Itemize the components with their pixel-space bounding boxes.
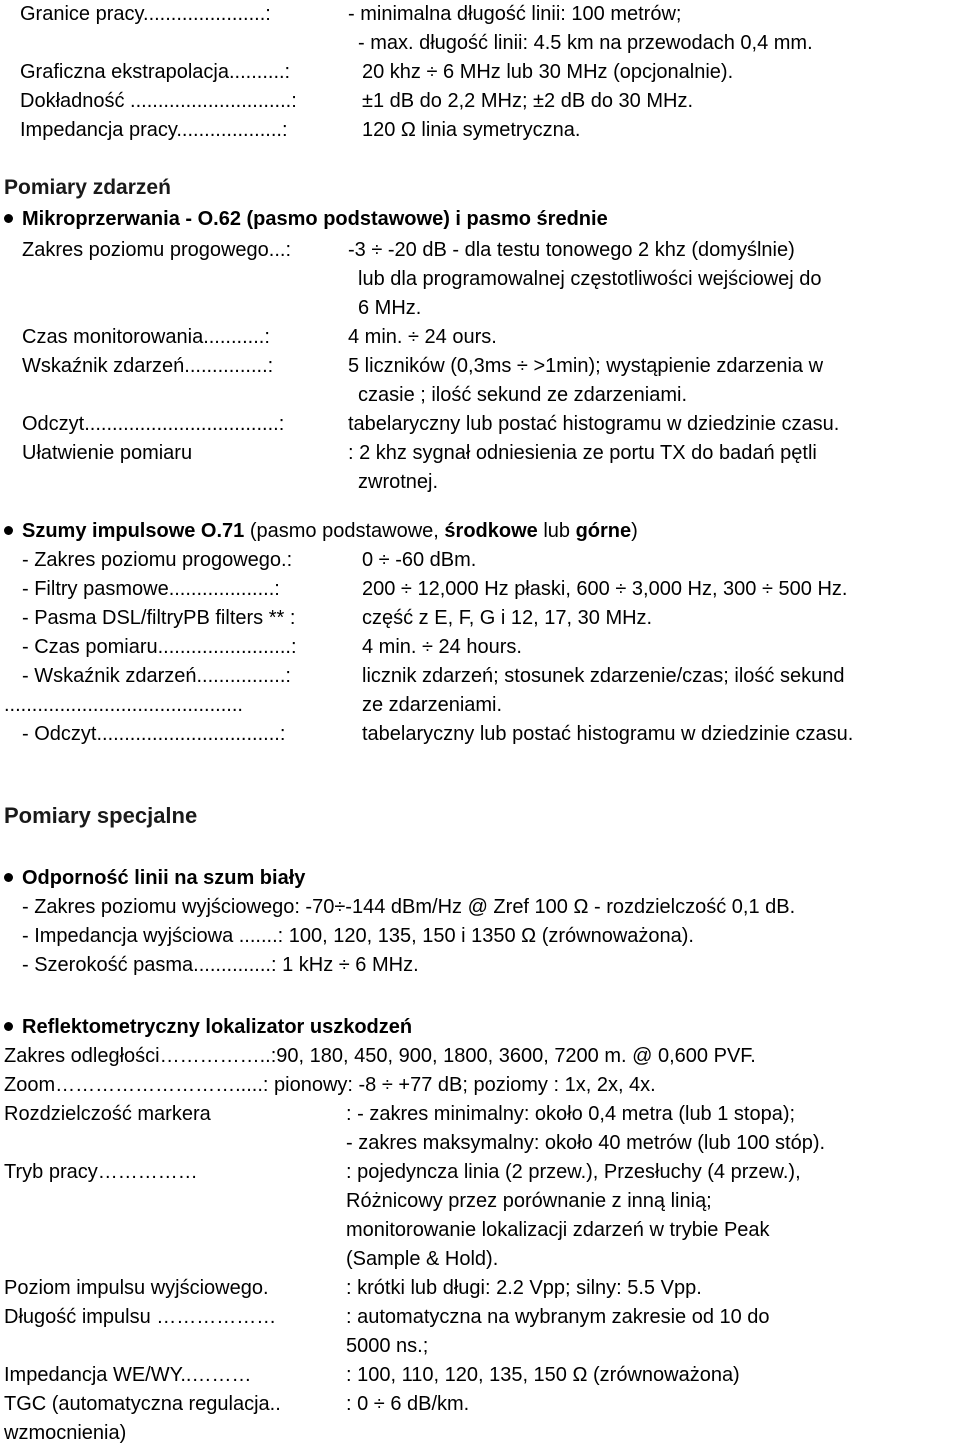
spec-row — [0, 352, 960, 381]
spec-value: Różnicowy przez porównanie z inną linią; — [346, 1190, 712, 1212]
spec-value: tabelaryczny lub postać histogramu w dziedzinie czasu. — [348, 413, 840, 435]
spec-value: 200 ÷ 12,000 Hz płaski, 600 ÷ 3,000 Hz, 300 ÷ 500 Hz. — [362, 578, 848, 600]
bullet-icon — [4, 873, 13, 882]
spec-row — [0, 546, 960, 575]
bullet-heading — [0, 517, 960, 546]
spec-line: - Zakres poziomu wyjściowego: -70÷-144 dBm/Hz @ Zref 100 Ω - rozdzielczość 0,1 dB. — [22, 896, 796, 918]
spec-row — [0, 691, 960, 720]
spec-value: : 2 khz sygnał odniesienia ze portu TX do badań pętli — [348, 442, 817, 464]
bullet-text: lub — [537, 520, 576, 542]
spec-value: -3 ÷ -20 dB - dla testu tonowego 2 khz (domyślnie) — [348, 239, 795, 261]
spec-row — [0, 1303, 960, 1332]
bullet-heading — [0, 1013, 960, 1042]
spec-row — [0, 29, 960, 58]
spec-row — [0, 1187, 960, 1216]
spec-row — [0, 1332, 960, 1361]
section-heading — [0, 173, 960, 203]
spec-row — [0, 1158, 960, 1187]
spec-row — [0, 0, 960, 29]
spec-value: 0 ÷ -60 dBm. — [362, 549, 477, 571]
spec-label: - Czas pomiaru........................: — [22, 636, 297, 658]
spec-value: zwrotnej. — [358, 471, 439, 493]
pomiary-specjalne-section — [0, 801, 960, 833]
spec-value: 120 Ω linia symetryczna. — [362, 119, 581, 141]
spec-row — [0, 439, 960, 468]
spec-row — [0, 1245, 960, 1274]
spec-value: - zakres maksymalny: około 40 metrów (lub 100 stóp). — [346, 1132, 826, 1154]
pomiary-zdarzen-section — [0, 173, 960, 493]
spec-value: 6 MHz. — [358, 297, 422, 319]
spec-row — [0, 662, 960, 691]
spec-value: licznik zdarzeń; stosunek zdarzenie/czas; ilość sekund — [362, 665, 845, 687]
spec-value: lub dla programowalnej częstotliwości wejściowej do — [358, 268, 822, 290]
spec-label: ........................................... — [4, 694, 243, 716]
spec-label: - Zakres poziomu progowego.: — [22, 549, 293, 571]
spec-value: - minimalna długość linii: 100 metrów; — [348, 3, 682, 25]
spec-label: wzmocnienia) — [4, 1422, 127, 1444]
section-title: Pomiary zdarzeń — [4, 176, 171, 199]
bullet-text: górne — [575, 520, 632, 542]
spec-row — [0, 87, 960, 116]
spec-row — [0, 116, 960, 145]
bullet-icon — [4, 526, 13, 535]
spec-row — [0, 720, 960, 749]
spec-value: część z E, F, G i 12, 17, 30 MHz. — [362, 607, 653, 629]
spec-line: Zakres odległości……………..:90, 180, 450, 900, 1800, 3600, 7200 m. @ 0,600 PVF. — [4, 1045, 756, 1067]
spec-label: Impedancja WE/WY..……… — [4, 1364, 252, 1386]
spec-value: ze zdarzeniami. — [362, 694, 503, 716]
bullet-text: środkowe — [444, 520, 538, 542]
spec-label: TGC (automatyczna regulacja.. — [4, 1393, 281, 1415]
spec-label: Impedancja pracy...................: — [20, 119, 288, 141]
spec-value: czasie ; ilość sekund ze zdarzeniami. — [358, 384, 688, 406]
reflektometr-section — [0, 1013, 960, 1448]
spec-row — [0, 1216, 960, 1245]
spec-row — [0, 575, 960, 604]
spec-row — [0, 410, 960, 439]
spec-value: 4 min. ÷ 24 ours. — [348, 326, 497, 348]
bullet-heading — [0, 205, 960, 234]
bullet-text: Mikroprzerwania - O.62 (pasmo podstawowe) i pasmo średnie — [22, 208, 608, 230]
spec-label: Poziom impulsu wyjściowego. — [4, 1277, 269, 1299]
spec-label: Odczyt...................................: — [22, 413, 285, 435]
odpornosc-block — [0, 864, 960, 980]
spec-label: Rozdzielczość markera — [4, 1103, 211, 1125]
spec-value: 4 min. ÷ 24 hours. — [362, 636, 522, 658]
spec-row — [0, 1071, 960, 1100]
spec-row — [0, 604, 960, 633]
spec-row — [0, 1274, 960, 1303]
section-heading — [0, 801, 960, 833]
spec-row — [0, 236, 960, 265]
spec-line: - Szerokość pasma..............: 1 kHz ÷ 6 MHz. — [22, 954, 419, 976]
spec-row — [0, 1419, 960, 1448]
spec-row — [0, 922, 960, 951]
spec-row — [0, 1129, 960, 1158]
spec-row — [0, 893, 960, 922]
spec-label: - Odczyt.................................: — [22, 723, 286, 745]
spec-row — [0, 951, 960, 980]
szumy-section — [0, 517, 960, 749]
bullet-icon — [4, 1022, 13, 1031]
spec-label: Tryb pracy…………… — [4, 1161, 198, 1183]
spec-row — [0, 323, 960, 352]
spec-value: : pojedyncza linia (2 przew.), Przesłuchy (4 przew.), — [346, 1161, 801, 1183]
bullet-text: Reflektometryczny lokalizator uszkodzeń — [22, 1016, 413, 1038]
spec-row — [0, 265, 960, 294]
spec-value: : automatyczna na wybranym zakresie od 10 do — [346, 1306, 770, 1328]
section-title: Pomiary specjalne — [4, 803, 198, 828]
bullet-text: Odporność linii na szum biały — [22, 867, 306, 889]
spec-row — [0, 294, 960, 323]
spec-line: - Impedancja wyjściowa .......: 100, 120, 135, 150 i 1350 Ω (zrównoważona). — [22, 925, 694, 947]
bullet-heading — [0, 864, 960, 893]
spec-value: 5 liczników (0,3ms ÷ >1min); wystąpienie zdarzenia w — [348, 355, 824, 377]
spec-value: : - zakres minimalny: około 0,4 metra (lub 1 stopa); — [346, 1103, 796, 1125]
spec-label: - Filtry pasmowe...................: — [22, 578, 280, 600]
spec-row — [0, 381, 960, 410]
spec-row — [0, 1100, 960, 1129]
spec-value: 20 khz ÷ 6 MHz lub 30 MHz (opcjonalnie). — [362, 61, 734, 83]
bullet-text: Szumy impulsowe O.71 — [22, 520, 245, 542]
spec-row — [0, 1361, 960, 1390]
spec-value: : krótki lub długi: 2.2 Vpp; silny: 5.5 Vpp. — [346, 1277, 702, 1299]
spec-value: monitorowanie lokalizacji zdarzeń w trybie Peak — [346, 1219, 770, 1241]
spec-label: Czas monitorowania...........: — [22, 326, 270, 348]
spec-line: Zoom……………………….....: pionowy: -8 ÷ +77 dB; poziomy : 1x, 2x, 4x. — [4, 1074, 656, 1096]
spec-value: : 0 ÷ 6 dB/km. — [346, 1393, 470, 1415]
spec-label: Dokładność .............................: — [20, 90, 297, 112]
spec-label: Długość impulsu ……………… — [4, 1306, 277, 1328]
spec-top-block — [0, 0, 960, 145]
spec-label: Graficzna ekstrapolacja..........: — [20, 61, 291, 83]
spec-label: Wskaźnik zdarzeń...............: — [22, 355, 274, 377]
spec-row — [0, 633, 960, 662]
bullet-text: (pasmo podstawowe, — [244, 520, 445, 542]
spec-label: Granice pracy......................: — [20, 3, 271, 25]
spec-value: - max. długość linii: 4.5 km na przewodach 0,4 mm. — [358, 32, 813, 54]
spec-value: (Sample & Hold). — [346, 1248, 499, 1270]
spec-row — [0, 1390, 960, 1419]
spec-value: ±1 dB do 2,2 MHz; ±2 dB do 30 MHz. — [362, 90, 693, 112]
spec-row — [0, 58, 960, 87]
spec-row — [0, 468, 960, 497]
spec-value: 5000 ns.; — [346, 1335, 429, 1357]
spec-value: tabelaryczny lub postać histogramu w dziedzinie czasu. — [362, 723, 854, 745]
spec-row — [0, 1042, 960, 1071]
spec-label: Zakres poziomu progowego...: — [22, 239, 292, 261]
spec-label: - Wskaźnik zdarzeń................: — [22, 665, 291, 687]
bullet-icon — [4, 214, 13, 223]
spec-label: - Pasma DSL/filtryPB filters ** : — [22, 607, 296, 629]
bullet-text: ) — [631, 520, 638, 542]
spec-label: Ułatwienie pomiaru — [22, 442, 193, 464]
spec-value: : 100, 110, 120, 135, 150 Ω (zrównoważona) — [346, 1364, 740, 1386]
